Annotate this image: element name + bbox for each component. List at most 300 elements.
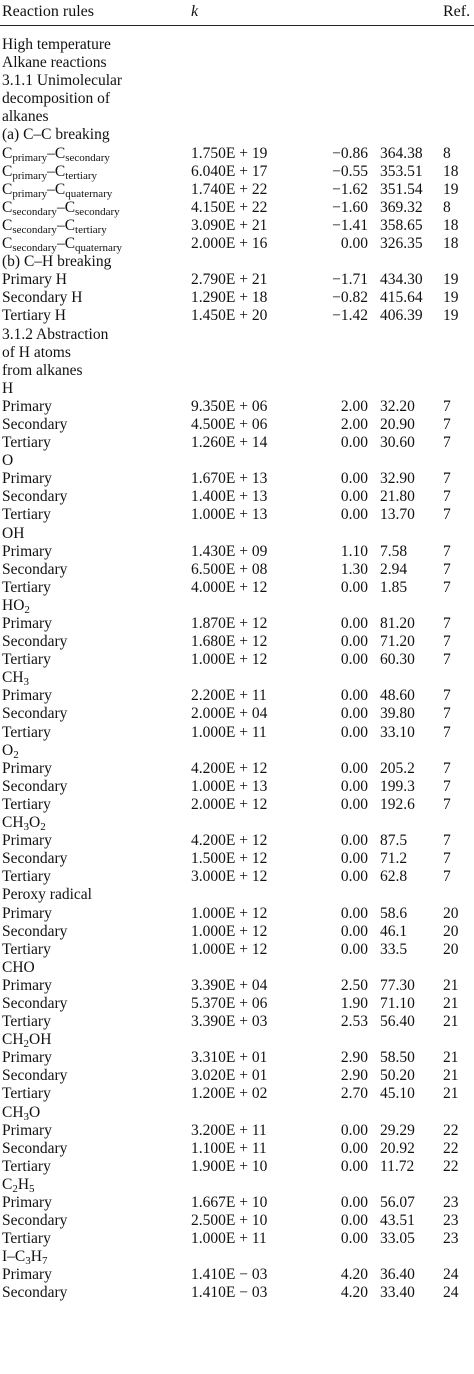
ref-cell: 7	[443, 542, 451, 560]
rule-name-cell: Secondary H	[2, 289, 83, 307]
table-row	[0, 434, 474, 452]
n-value-cell: −0.55	[332, 162, 368, 180]
rule-name-cell: Tertiary	[2, 1230, 51, 1248]
rule-name-cell: $C_{secondary}-C_{secondary}$	[2, 198, 120, 218]
ref-cell: 23	[443, 1212, 459, 1230]
k-value-cell: 1.400E + 13	[191, 488, 268, 506]
section-label: Peroxy radical	[2, 886, 92, 904]
ea-value-cell: 199.3	[380, 777, 415, 795]
k-value-cell: 1.750E + 19	[191, 144, 268, 162]
rule-name-cell: Secondary	[2, 560, 68, 578]
k-value-cell: 3.390E + 04	[191, 976, 268, 994]
n-value-cell: 0.00	[340, 488, 368, 506]
k-value-cell: 1.000E + 12	[191, 940, 268, 958]
n-value-cell: 1.10	[340, 542, 368, 560]
section-label-row	[0, 90, 474, 108]
n-value-cell: 0.00	[340, 832, 368, 850]
k-value-cell: 2.000E + 12	[191, 795, 268, 813]
k-value-cell: 2.000E + 04	[191, 705, 268, 723]
ea-value-cell: 36.40	[380, 1266, 415, 1284]
n-value-cell: 1.90	[340, 994, 368, 1012]
section-label-row	[0, 1248, 474, 1266]
k-value-cell: 3.200E + 11	[191, 1121, 267, 1139]
k-value-cell: 1.000E + 12	[191, 922, 268, 940]
ea-value-cell: 33.5	[380, 940, 408, 958]
header-rule	[0, 25, 474, 26]
section-label: $CH_2OH$	[2, 1031, 52, 1051]
rule-name-cell: Secondary	[2, 488, 68, 506]
n-value-cell: 0.00	[340, 1194, 368, 1211]
ea-value-cell: 48.60	[380, 687, 415, 705]
ref-cell: 7	[443, 560, 451, 578]
ea-value-cell: 326.35	[380, 235, 423, 253]
rule-name-cell: Primary	[2, 470, 52, 488]
table-row	[0, 724, 474, 742]
rule-name-cell: $C_{secondary}-C_{quaternary}$	[2, 235, 123, 255]
ref-cell: 23	[443, 1194, 459, 1211]
section-label-row	[0, 1176, 474, 1194]
section-label-row	[0, 1104, 474, 1122]
n-value-cell: 0.00	[340, 868, 368, 886]
section-label-row	[0, 54, 474, 72]
ea-value-cell: 39.80	[380, 705, 415, 723]
ref-cell: 8	[443, 144, 451, 162]
k-value-cell: 4.150E + 22	[191, 198, 268, 216]
n-value-cell: 0.00	[340, 723, 368, 741]
ref-cell: 7	[443, 615, 451, 632]
ref-cell: 8	[443, 198, 451, 216]
section-label-row	[0, 886, 474, 904]
section-label: High temperature	[2, 36, 111, 53]
ea-value-cell: 58.6	[380, 904, 408, 922]
ref-cell: 7	[443, 633, 451, 651]
section-label: (b) C–H breaking	[2, 253, 112, 271]
section-label: $C_2H_5$	[2, 1175, 35, 1195]
n-value-cell: 0.00	[340, 705, 368, 723]
ea-value-cell: 434.30	[380, 271, 423, 289]
table-row	[0, 1049, 474, 1067]
n-value-cell: −1.42	[332, 307, 368, 325]
n-value-cell: 4.20	[340, 1266, 368, 1284]
rule-name-cell: Tertiary	[2, 651, 51, 669]
header-ref: Ref.	[443, 3, 471, 20]
section-label: of H atoms	[2, 343, 71, 361]
table-row	[0, 1122, 474, 1140]
ref-cell: 7	[443, 434, 451, 452]
ref-cell: 21	[443, 994, 459, 1012]
section-label-row	[0, 814, 474, 832]
ea-value-cell: 406.39	[380, 307, 423, 325]
table-row	[0, 1067, 474, 1085]
ref-cell: 7	[443, 415, 451, 433]
n-value-cell: 0.00	[340, 1212, 368, 1230]
ea-value-cell: 87.5	[380, 832, 408, 850]
ea-value-cell: 71.10	[380, 994, 415, 1012]
table-row	[0, 543, 474, 561]
table-row	[0, 1085, 474, 1103]
rule-name-cell: Primary	[2, 904, 52, 922]
n-value-cell: 4.20	[340, 1284, 368, 1302]
section-label: (a) C–C breaking	[2, 126, 110, 144]
table-row	[0, 1194, 474, 1212]
rule-name-cell: Secondary	[2, 922, 68, 940]
rule-name-cell: Primary	[2, 542, 52, 560]
k-value-cell: 2.790E + 21	[191, 271, 268, 289]
table-header	[0, 0, 474, 36]
rule-name-cell: Tertiary	[2, 434, 51, 452]
ea-value-cell: 81.20	[380, 615, 415, 632]
ref-cell: 21	[443, 1067, 459, 1085]
rule-name-cell: Secondary	[2, 1284, 68, 1302]
k-value-cell: 1.000E + 12	[191, 651, 268, 669]
ea-value-cell: 33.40	[380, 1284, 415, 1302]
k-value-cell: 1.000E + 13	[191, 506, 268, 524]
section-label-row	[0, 126, 474, 144]
k-value-cell: 4.500E + 06	[191, 415, 268, 433]
n-value-cell: 0.00	[340, 759, 368, 777]
k-value-cell: 1.100E + 11	[191, 1139, 267, 1157]
section-label: $I-C_3H_7$	[2, 1248, 48, 1268]
ref-cell: 19	[443, 289, 459, 307]
ea-value-cell: 415.64	[380, 289, 423, 307]
ref-cell: 22	[443, 1157, 459, 1175]
k-value-cell: 9.350E + 06	[191, 397, 268, 415]
n-value-cell: −0.82	[332, 289, 368, 307]
n-value-cell: −0.86	[332, 144, 368, 162]
table-row	[0, 832, 474, 850]
ea-value-cell: 1.85	[380, 578, 408, 596]
rule-name-cell: $C_{primary}-C_{secondary}$	[2, 144, 110, 164]
section-label: alkanes	[2, 108, 49, 126]
section-label: from alkanes	[2, 361, 83, 379]
ref-cell: 7	[443, 488, 451, 506]
n-value-cell: 0.00	[340, 470, 368, 488]
rule-name-cell: Tertiary	[2, 1085, 51, 1103]
section-label: $CH_3O_2$	[2, 814, 46, 834]
rule-name-cell: Tertiary	[2, 578, 51, 596]
ref-cell: 21	[443, 1085, 459, 1103]
k-value-cell: 1.450E + 20	[191, 307, 268, 325]
rule-name-cell: Tertiary	[2, 1013, 51, 1031]
n-value-cell: 0.00	[340, 922, 368, 940]
section-label: $CH_3O$	[2, 1103, 41, 1123]
table-row	[0, 181, 474, 199]
ea-value-cell: 353.51	[380, 162, 423, 180]
section-label-row	[0, 36, 474, 54]
rule-name-cell: Primary	[2, 759, 52, 777]
table-row	[0, 868, 474, 886]
ref-cell: 19	[443, 271, 459, 289]
section-label: $O_2$	[2, 741, 19, 761]
table-row	[0, 1013, 474, 1031]
k-value-cell: 1.410E − 03	[191, 1266, 268, 1284]
table-row	[0, 163, 474, 181]
table-row	[0, 941, 474, 959]
k-value-cell: 6.040E + 17	[191, 162, 268, 180]
header-k: k	[191, 3, 199, 20]
ref-cell: 7	[443, 777, 451, 795]
section-label: Alkane reactions	[2, 54, 107, 72]
n-value-cell: 2.50	[340, 976, 368, 994]
rule-name-cell: Secondary	[2, 1067, 68, 1085]
section-label: CHO	[2, 958, 35, 976]
section-label-row	[0, 669, 474, 687]
rule-name-cell: Secondary	[2, 1212, 68, 1230]
n-value-cell: 1.30	[340, 560, 368, 578]
table-row	[0, 1266, 474, 1284]
k-value-cell: 1.000E + 11	[191, 1230, 267, 1248]
table-row	[0, 488, 474, 506]
rule-name-cell: Primary H	[2, 271, 68, 289]
rule-name-cell: Secondary	[2, 777, 68, 795]
n-value-cell: 0.00	[340, 1157, 368, 1175]
ref-cell: 7	[443, 397, 451, 415]
rule-name-cell: Secondary	[2, 633, 68, 651]
k-value-cell: 1.870E + 12	[191, 615, 268, 632]
ref-cell: 7	[443, 506, 451, 524]
k-value-cell: 1.900E + 10	[191, 1157, 268, 1175]
k-value-cell: 3.000E + 12	[191, 868, 268, 886]
ea-value-cell: 33.05	[380, 1230, 415, 1248]
n-value-cell: 0.00	[340, 651, 368, 669]
section-label-row	[0, 1031, 474, 1049]
n-value-cell: 0.00	[340, 795, 368, 813]
ea-value-cell: 58.50	[380, 1049, 415, 1067]
rule-name-cell: Primary	[2, 1049, 52, 1067]
rule-name-cell: Secondary	[2, 415, 68, 433]
n-value-cell: 0.00	[340, 506, 368, 524]
table-row	[0, 217, 474, 235]
k-value-cell: 3.090E + 21	[191, 216, 268, 234]
section-label-row	[0, 959, 474, 977]
ref-cell: 7	[443, 850, 451, 868]
section-label-row	[0, 597, 474, 615]
ref-cell: 7	[443, 705, 451, 723]
ref-cell: 22	[443, 1139, 459, 1157]
ref-cell: 7	[443, 759, 451, 777]
rule-name-cell: Primary	[2, 832, 52, 850]
ref-cell: 20	[443, 922, 459, 940]
header-reaction-rules: Reaction rules	[2, 3, 94, 20]
section-label: $HO_2$	[2, 596, 30, 616]
table-row	[0, 633, 474, 651]
ea-value-cell: 369.32	[380, 198, 423, 216]
table-row	[0, 1284, 474, 1302]
k-value-cell: 2.000E + 16	[191, 235, 268, 253]
ea-value-cell: 21.80	[380, 488, 415, 506]
ref-cell: 7	[443, 723, 451, 741]
rule-name-cell: Tertiary	[2, 506, 51, 524]
section-label: 3.1.1 Unimolecular	[2, 72, 123, 90]
ea-value-cell: 56.40	[380, 1013, 415, 1031]
ea-value-cell: 32.90	[380, 470, 415, 488]
table-row	[0, 289, 474, 307]
k-value-cell: 2.500E + 10	[191, 1212, 268, 1230]
section-label: decomposition of	[2, 90, 111, 108]
rule-name-cell: Secondary	[2, 1139, 68, 1157]
table-row	[0, 145, 474, 163]
section-label: $CH_3$	[2, 669, 30, 689]
table-row	[0, 579, 474, 597]
ea-value-cell: 46.1	[380, 922, 408, 940]
n-value-cell: 0.00	[340, 1139, 368, 1157]
ref-cell: 7	[443, 651, 451, 669]
table-row	[0, 506, 474, 524]
n-value-cell: 2.90	[340, 1049, 368, 1067]
n-value-cell: 0.00	[340, 434, 368, 452]
n-value-cell: 2.53	[340, 1013, 368, 1031]
table-row	[0, 796, 474, 814]
section-label-row	[0, 326, 474, 344]
table-row	[0, 977, 474, 995]
ea-value-cell: 30.60	[380, 434, 415, 452]
section-label-row	[0, 380, 474, 398]
n-value-cell: 0.00	[340, 1230, 368, 1248]
table-row	[0, 416, 474, 434]
n-value-cell: 0.00	[340, 940, 368, 958]
ref-cell: 7	[443, 795, 451, 813]
k-value-cell: 1.000E + 11	[191, 723, 267, 741]
ref-cell: 21	[443, 976, 459, 994]
ref-cell: 7	[443, 868, 451, 886]
rule-name-cell: Secondary	[2, 850, 68, 868]
rule-name-cell: $C_{primary}-C_{tertiary}$	[2, 162, 98, 182]
n-value-cell: 2.70	[340, 1085, 368, 1103]
table-row	[0, 235, 474, 253]
k-value-cell: 1.000E + 12	[191, 904, 268, 922]
ea-value-cell: 33.10	[380, 723, 415, 741]
k-value-cell: 1.260E + 14	[191, 434, 268, 452]
n-value-cell: −1.71	[332, 271, 368, 289]
table-row	[0, 561, 474, 579]
ea-value-cell: 62.8	[380, 868, 408, 886]
table-row	[0, 307, 474, 325]
n-value-cell: 0.00	[340, 850, 368, 868]
ref-cell: 22	[443, 1121, 459, 1139]
n-value-cell: 0.00	[340, 633, 368, 651]
rule-name-cell: Primary	[2, 1194, 52, 1211]
table-row	[0, 1158, 474, 1176]
ea-value-cell: 71.20	[380, 633, 415, 651]
table-row	[0, 760, 474, 778]
n-value-cell: 0.00	[340, 578, 368, 596]
section-label-row	[0, 108, 474, 126]
table-row	[0, 470, 474, 488]
k-value-cell: 4.200E + 12	[191, 759, 268, 777]
n-value-cell: 0.00	[340, 1121, 368, 1139]
ea-value-cell: 2.94	[380, 560, 408, 578]
table-row	[0, 905, 474, 923]
k-value-cell: 5.370E + 06	[191, 994, 268, 1012]
table-row	[0, 615, 474, 633]
k-value-cell: 1.000E + 13	[191, 777, 268, 795]
table-row	[0, 850, 474, 868]
table-row	[0, 651, 474, 669]
ref-cell: 20	[443, 940, 459, 958]
table-row	[0, 1230, 474, 1248]
k-value-cell: 1.667E + 10	[191, 1194, 268, 1211]
n-value-cell: 2.90	[340, 1067, 368, 1085]
rule-name-cell: Tertiary	[2, 1157, 51, 1175]
table-row	[0, 923, 474, 941]
n-value-cell: 2.00	[340, 397, 368, 415]
section-label: 3.1.2 Abstraction	[2, 325, 109, 343]
rule-name-cell: Secondary	[2, 994, 68, 1012]
k-value-cell: 3.020E + 01	[191, 1067, 268, 1085]
section-label-row	[0, 344, 474, 362]
ref-cell: 7	[443, 832, 451, 850]
n-value-cell: 0.00	[340, 615, 368, 632]
n-value-cell: −1.62	[332, 180, 368, 198]
ea-value-cell: 77.30	[380, 976, 415, 994]
ea-value-cell: 60.30	[380, 651, 415, 669]
rule-name-cell: Primary	[2, 615, 52, 632]
rule-name-cell: $C_{primary}-C_{quaternary}$	[2, 180, 113, 200]
rule-name-cell: Primary	[2, 397, 52, 415]
section-label: H	[2, 379, 14, 397]
rule-name-cell: Tertiary	[2, 868, 51, 886]
section-label: O	[2, 452, 14, 470]
ea-value-cell: 71.2	[380, 850, 408, 868]
table-row	[0, 1212, 474, 1230]
section-label-row	[0, 525, 474, 543]
ref-cell: 21	[443, 1049, 459, 1067]
ea-value-cell: 50.20	[380, 1067, 415, 1085]
ea-value-cell: 56.07	[380, 1194, 415, 1211]
ref-cell: 18	[443, 235, 459, 253]
k-value-cell: 1.670E + 13	[191, 470, 268, 488]
ref-cell: 24	[443, 1284, 459, 1302]
ref-cell: 21	[443, 1013, 459, 1031]
rule-name-cell: Tertiary	[2, 940, 51, 958]
ea-value-cell: 7.58	[380, 542, 408, 560]
n-value-cell: 2.00	[340, 415, 368, 433]
section-label-row	[0, 253, 474, 271]
ref-cell: 18	[443, 216, 459, 234]
rule-name-cell: Primary	[2, 976, 52, 994]
rule-name-cell: Tertiary	[2, 795, 51, 813]
k-value-cell: 1.680E + 12	[191, 633, 268, 651]
section-label-row	[0, 72, 474, 90]
k-value-cell: 1.290E + 18	[191, 289, 268, 307]
k-value-cell: 3.310E + 01	[191, 1049, 268, 1067]
rule-name-cell: Primary	[2, 1266, 52, 1284]
section-label: OH	[2, 524, 25, 542]
k-value-cell: 1.430E + 09	[191, 542, 268, 560]
rule-name-cell: Tertiary H	[2, 307, 66, 325]
k-value-cell: 1.740E + 22	[191, 180, 268, 198]
ea-value-cell: 32.20	[380, 397, 415, 415]
section-label-row	[0, 362, 474, 380]
ea-value-cell: 11.72	[380, 1157, 415, 1175]
k-value-cell: 4.200E + 12	[191, 832, 268, 850]
ref-cell: 19	[443, 307, 459, 325]
ea-value-cell: 358.65	[380, 216, 423, 234]
table-row	[0, 995, 474, 1013]
n-value-cell: −1.60	[332, 198, 368, 216]
rule-name-cell: Primary	[2, 1121, 52, 1139]
rule-name-cell: $C_{secondary}-C_{tertiary}$	[2, 216, 107, 236]
ref-cell: 7	[443, 578, 451, 596]
k-value-cell: 6.500E + 08	[191, 560, 268, 578]
n-value-cell: 0.00	[340, 235, 368, 253]
k-value-cell: 3.390E + 03	[191, 1013, 268, 1031]
table-row	[0, 271, 474, 289]
n-value-cell: 0.00	[340, 687, 368, 705]
ea-value-cell: 43.51	[380, 1212, 415, 1230]
ref-cell: 20	[443, 904, 459, 922]
table-row	[0, 398, 474, 416]
